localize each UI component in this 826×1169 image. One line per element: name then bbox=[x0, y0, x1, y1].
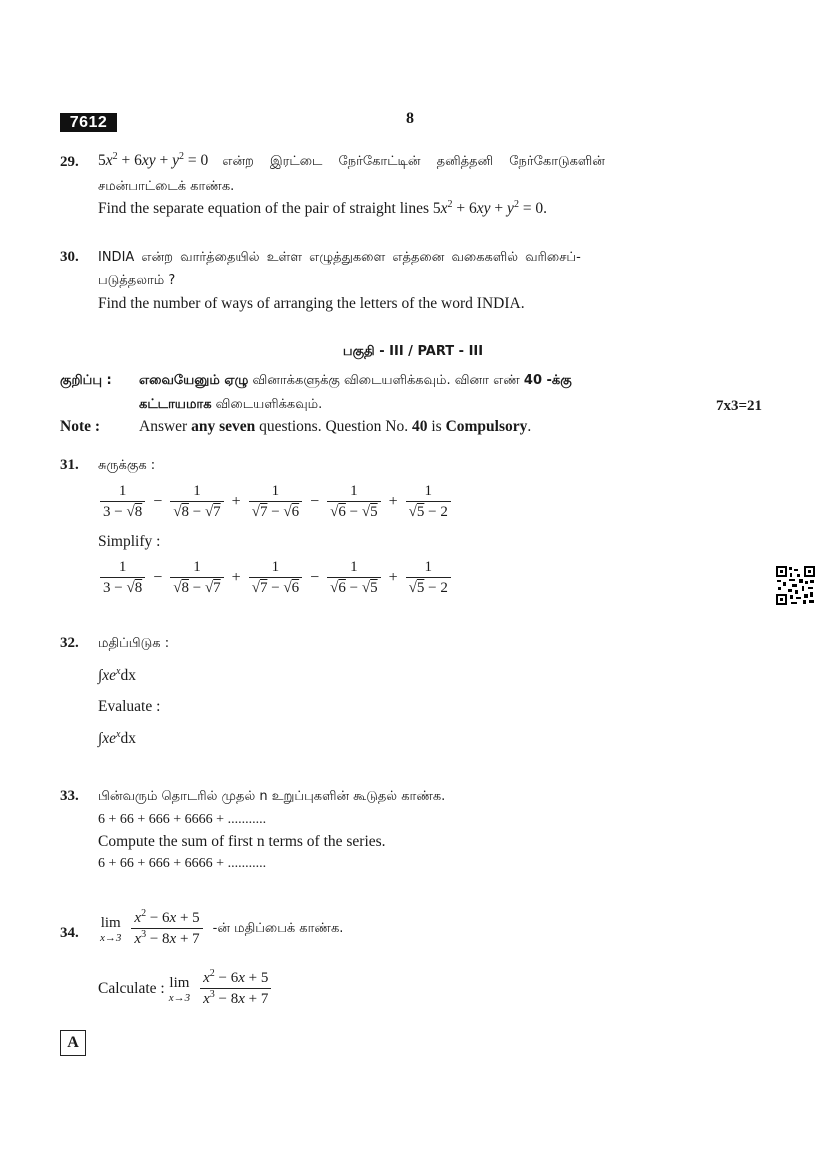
q29-english: Find the separate equation of the pair of straight lines $5x^2 + 6xy + y^2 = 0$. bbox=[98, 199, 548, 217]
fraction: $\frac{1}{√8 - √7}$ bbox=[170, 483, 223, 521]
paper-code: 7612 bbox=[60, 113, 117, 132]
page-number: 8 bbox=[406, 110, 414, 127]
q33-english: Compute the sum of first n terms of the series. bbox=[98, 833, 386, 850]
fraction: $\frac{1}{3 - √8}$ bbox=[100, 483, 145, 521]
q34-limit-tamil: lim x→3 $\frac{x^2 - 6x + 5}{x^3 - 8x + 7}$ -ன் மதிப்பைக் காண்க. bbox=[100, 908, 344, 947]
q32-integral-1: $\int xe^xdx$ bbox=[98, 666, 136, 684]
q32-tamil: மதிப்பிடுக : bbox=[98, 636, 170, 651]
q33-series-1: 6 + 66 + 666 + 6666 + ........... bbox=[98, 812, 267, 827]
operator: − bbox=[153, 569, 163, 586]
fraction: $\frac{1}{√8 - √7}$ bbox=[170, 559, 223, 597]
fraction: $\frac{1}{√7 - √6}$ bbox=[249, 559, 302, 597]
q34-limit-english: Calculate : lim x→3 $\frac{x^2 - 6x + 5}{x^3 - 8x + 7}$ bbox=[98, 970, 273, 1008]
q30-tamil-line1: INDIA என்ற வார்த்தையில் உள்ள எழுத்துகளை எத்தனை வகைகளில் வரிசைப்- bbox=[98, 250, 581, 265]
operator: + bbox=[231, 569, 241, 586]
q32-english: Evaluate : bbox=[98, 698, 161, 715]
q29-tamil-line2: சமன்பாட்டைக் காண்க. bbox=[98, 179, 235, 194]
operator: + bbox=[388, 493, 398, 510]
fraction: $\frac{1}{√7 - √6}$ bbox=[249, 483, 302, 521]
part-heading: பகுதி - III / PART - III bbox=[342, 344, 484, 359]
question-number: 31. bbox=[60, 457, 79, 473]
question-number: 33. bbox=[60, 788, 79, 804]
note-english: Answer any seven questions. Question No. 40 is Compulsory. bbox=[139, 418, 532, 435]
fraction: $\frac{1}{√6 - √5}$ bbox=[327, 559, 380, 597]
note-label-tamil: குறிப்பு : bbox=[60, 373, 112, 388]
q33-series-2: 6 + 66 + 666 + 6666 + ........... bbox=[98, 856, 267, 871]
q32-integral-2: $\int xe^xdx$ bbox=[98, 729, 136, 747]
q31-expression-1 bbox=[98, 483, 453, 521]
question-number: 34. bbox=[60, 925, 79, 941]
note-tamil-line2: கட்டாயமாக விடையளிக்கவும். bbox=[139, 397, 323, 412]
question-number: 29. bbox=[60, 154, 79, 170]
fraction: $\frac{1}{√5 - 2}$ bbox=[406, 483, 451, 521]
note-label-english: Note : bbox=[60, 418, 101, 435]
operator: − bbox=[310, 493, 320, 510]
q31-english: Simplify : bbox=[98, 533, 161, 550]
q31-tamil: சுருக்குக : bbox=[98, 458, 156, 473]
marks: 7x3=21 bbox=[716, 398, 763, 414]
q29-tamil-line1: $5x^2 + 6xy + y^2 = 0$ என்ற இரட்டை நேர்கோட்டின் தனித்தனி நேர்கோடுகளின் bbox=[98, 151, 605, 169]
q31-expression-2 bbox=[98, 559, 453, 597]
operator: + bbox=[388, 569, 398, 586]
q30-english: Find the number of ways of arranging the letters of the word INDIA. bbox=[98, 295, 525, 312]
qr-code bbox=[775, 565, 816, 606]
q30-tamil-line2: படுத்தலாம் ? bbox=[98, 273, 176, 288]
operator: − bbox=[310, 569, 320, 586]
fraction: $\frac{1}{3 - √8}$ bbox=[100, 559, 145, 597]
question-number: 32. bbox=[60, 635, 79, 651]
fraction: $\frac{1}{√6 - √5}$ bbox=[327, 483, 380, 521]
fraction: $\frac{1}{√5 - 2}$ bbox=[406, 559, 451, 597]
question-number: 30. bbox=[60, 249, 79, 265]
booklet-series-box: A bbox=[60, 1030, 86, 1056]
note-tamil-line1: எவையேனும் ஏழு வினாக்களுக்கு விடையளிக்கவும். வினா எண் 40 -க்கு bbox=[139, 373, 572, 388]
q33-tamil: பின்வரும் தொடரில் முதல் n உறுப்புகளின் கூடுதல் காண்க. bbox=[98, 789, 446, 804]
operator: − bbox=[153, 493, 163, 510]
operator: + bbox=[231, 493, 241, 510]
